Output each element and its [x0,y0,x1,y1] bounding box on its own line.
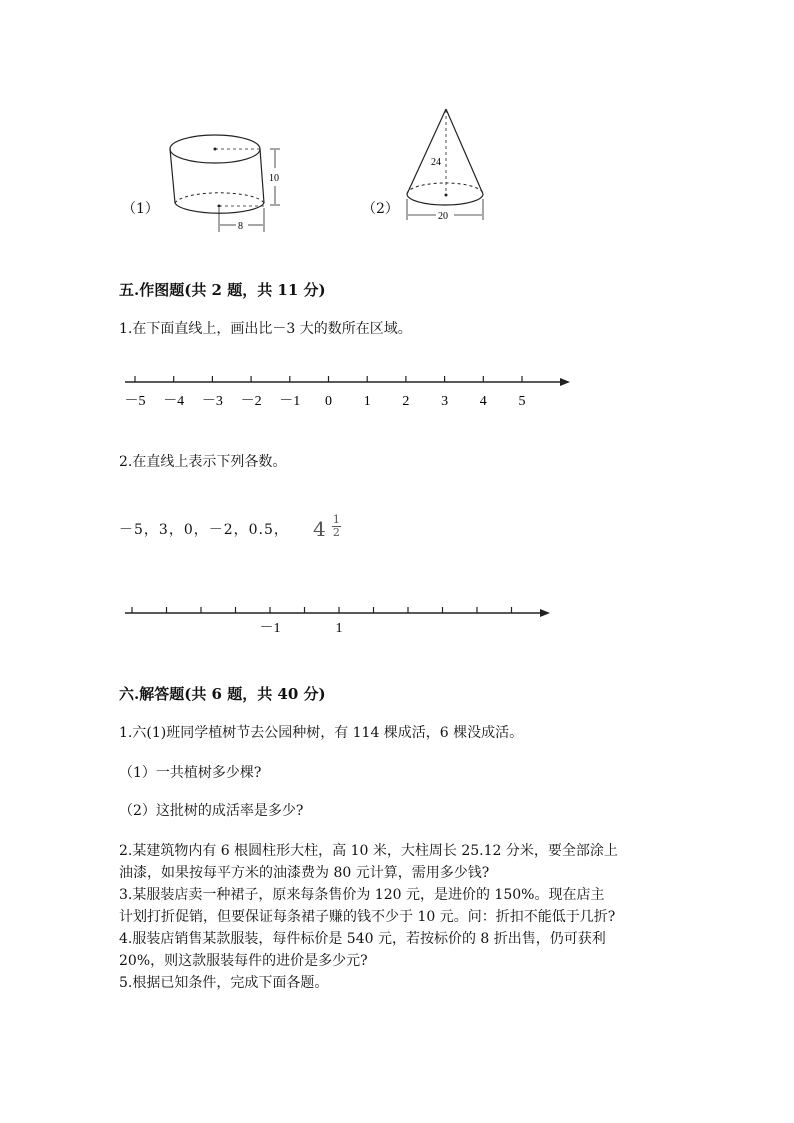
cylinder-figure [168,128,288,238]
number-line-1-tick-label: －5 [124,394,146,409]
number-line-1-tick-label: －4 [163,394,185,409]
section-6-question-3-line-1: 3.某服装店卖一种裙子，原来每条售价为 120 元，是进价的 150%。现在店主 [119,887,605,903]
question-1-part-b: （2）这批树的成活率是多少? [119,803,304,819]
mixed-number-denominator: 2 [332,526,340,539]
number-line-2 [120,600,560,640]
question-1-part-a: （1）一共植树多少棵? [119,765,262,781]
section-6-question-4-line-2: 20%，则这款服装每件的进价是多少元? [119,953,368,969]
number-line-1-tick-label: －2 [240,394,262,409]
number-line-2-tick-label: 1 [335,621,343,636]
number-line-1-tick-label: －1 [279,394,301,409]
cylinder-left-side [170,149,175,203]
section-6-question-5: 5.根据已知条件，完成下面各题。 [119,975,329,991]
section-6-heading: 六.解答题(共 6 题，共 40 分) [119,685,326,703]
figure-1-label: （1） [122,201,159,217]
cone-height-label: 24 [431,157,441,168]
number-line-1-tick-label: 4 [479,394,487,409]
cylinder-height-label: 10 [269,173,279,184]
section-6-question-2-line-2: 油漆，如果按每平方米的油漆费为 80 元计算，需用多少钱? [119,865,490,881]
section-5-question-1: 1.在下面直线上，画出比－3 大的数所在区域。 [119,321,412,337]
number-line-1-tick-label: 0 [325,394,332,409]
number-line-1-tick-label: 5 [518,394,526,409]
section-5-question-2: 2.在直线上表示下列各数。 [119,454,287,470]
section-6-question-3-line-2: 计划打折促销，但要保证每条裙子赚的钱不少于 10 元。问：折扣不能低于几折? [119,909,616,925]
mixed-number [313,514,341,544]
number-line-1-tick-label: 2 [402,394,410,409]
section-6-question-2-line-1: 2.某建筑物内有 6 根圆柱形大柱，高 10 米，大柱周长 25.12 分米，要全部涂上 [119,843,618,859]
mixed-number-numerator: 1 [332,513,340,526]
mixed-number-whole: 4 [313,517,326,541]
number-line-1-tick-label: －3 [201,394,223,409]
figure-2-label: （2） [362,201,399,217]
cone-right-side [446,109,483,194]
cylinder-bottom-front [175,203,264,213]
number-line-1-arrow [560,378,570,386]
number-line-1 [120,368,580,418]
number-line-1-tick-label: 1 [363,394,371,409]
cone-diameter-label: 20 [438,211,448,222]
cylinder-radius-label: 8 [238,221,243,232]
section-5-heading: 五.作图题(共 2 题，共 11 分) [119,281,326,299]
numbers-to-plot: －5，3，0，－2，0.5， [119,522,289,538]
number-line-2-tick-label: －1 [259,621,281,636]
number-line-2-arrow [540,609,550,617]
section-6-question-4-line-1: 4.服装店销售某款服装，每件标价是 540 元，若按标价的 8 折出售，仍可获利 [119,931,606,947]
cone-figure [400,104,490,226]
cylinder-right-side [260,149,264,203]
section-6-question-1: 1.六(1)班同学植树节去公园种树，有 114 棵成活，6 棵没成活。 [119,725,524,741]
cylinder-bottom-back [175,193,264,203]
cone-left-side [407,109,446,194]
cone-base-back [407,183,483,194]
number-line-1-tick-label: 3 [441,394,449,409]
